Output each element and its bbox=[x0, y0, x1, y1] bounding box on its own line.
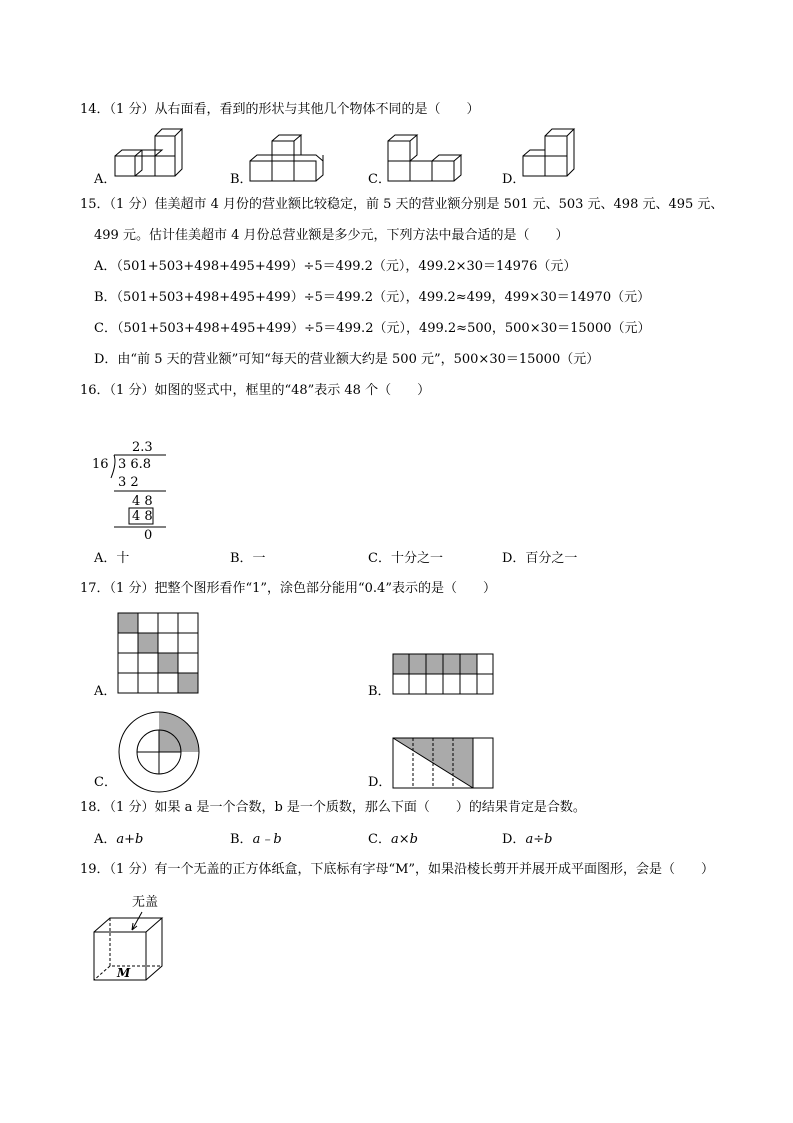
q18-option-d-expr: a÷b bbox=[525, 832, 553, 847]
q17-stem: 17．（1 分）把整个图形看作“1”，涂色部分能用“0.4”表示的是（ ） bbox=[80, 581, 496, 596]
q14-figure-d bbox=[523, 126, 593, 186]
q18-option-d-label: D． bbox=[502, 832, 526, 847]
q19-letter-m: M bbox=[117, 966, 131, 980]
q15-option-a: A．（501+503+498+495+499）÷5＝499.2（元），499.2×30＝14976（元） bbox=[94, 259, 577, 274]
q19-stem: 19．（1 分）有一个无盖的正方体纸盒，下底标有字母“M”，如果沿棱长剪开并展开成平面图形，会是（ ） bbox=[80, 862, 715, 877]
q16-option-c: C．十分之一 bbox=[368, 551, 443, 566]
q18-option-b-expr: a﹣b bbox=[252, 832, 282, 847]
q18-option-a bbox=[94, 832, 143, 848]
q16-stem: 16．（1 分）如图的竖式中，框里的“48”表示 48 个（ ） bbox=[80, 383, 431, 398]
q17-option-d-label: D． bbox=[368, 775, 392, 790]
q14-figure-c bbox=[388, 126, 468, 186]
q15-option-d: D．由“前 5 天的营业额”可知“每天的营业额大约是 500 元”，500×30＝15000（元） bbox=[94, 352, 600, 367]
q14-figure-b bbox=[250, 126, 330, 186]
q14-option-a-label: A． bbox=[94, 172, 117, 187]
q17-option-a-label: A． bbox=[94, 684, 117, 699]
q18-option-c-expr: a×b bbox=[390, 832, 418, 847]
q16-option-b: B．一 bbox=[230, 551, 266, 566]
q16-option-a: A．十 bbox=[94, 551, 130, 566]
q18-option-b-label: B． bbox=[230, 832, 253, 847]
q14-stem: 14．（1 分）从右面看，看到的形状与其他几个物体不同的是（ ） bbox=[80, 102, 480, 117]
q16-final: 0 bbox=[144, 528, 153, 543]
q14-option-b-label: B． bbox=[230, 172, 253, 187]
q16-quotient: 2.3 bbox=[132, 440, 153, 455]
q18-stem: 18．（1 分）如果 a 是一个合数，b 是一个质数，那么下面（ ）的结果肯定是合数。 bbox=[80, 800, 586, 815]
q16-long-division bbox=[92, 438, 182, 548]
q19-no-lid-label: 无盖 bbox=[132, 895, 159, 910]
q18-option-c-label: C． bbox=[368, 832, 391, 847]
q16-option-d: D．百分之一 bbox=[502, 551, 578, 566]
q18-option-a-label: A． bbox=[94, 832, 117, 847]
q18-option-c bbox=[368, 832, 418, 848]
q15-option-b: B．（501+503+498+495+499）÷5＝499.2（元），499.2≈499，499×30＝14970（元） bbox=[94, 290, 651, 305]
q18-option-b bbox=[230, 832, 282, 848]
q17-figure-a-grid bbox=[118, 613, 200, 695]
q14-figure-a bbox=[115, 126, 185, 186]
q14-option-d-label: D． bbox=[502, 172, 526, 187]
q15-stem-line1: 15．（1 分）佳美超市 4 月份的营业额比较稳定，前 5 天的营业额分别是 501 元、503 元、498 元、495 元、 bbox=[80, 197, 724, 212]
q16-boxed: 4 8 bbox=[132, 509, 153, 524]
q17-figure-b-bar bbox=[393, 654, 495, 696]
q14-option-c-label: C． bbox=[368, 172, 391, 187]
q16-remainder1: 4 8 bbox=[132, 494, 153, 509]
q19-cube-figure bbox=[90, 888, 180, 984]
q15-stem-line2: 499 元。估计佳美超市 4 月份总营业额是多少元，下列方法中最合适的是（ ） bbox=[94, 228, 569, 243]
q18-option-d bbox=[502, 832, 552, 848]
q17-figure-d-rect bbox=[393, 738, 495, 790]
q17-figure-c-rings bbox=[117, 710, 201, 794]
q17-option-b-label: B． bbox=[368, 684, 391, 699]
q18-option-a-expr: a+b bbox=[116, 832, 144, 847]
q16-dividend: 3 6.8 bbox=[118, 457, 152, 472]
q16-step1: 3 2 bbox=[118, 475, 139, 490]
q17-option-c-label: C． bbox=[94, 775, 117, 790]
q15-option-c: C．（501+503+498+495+499）÷5＝499.2（元），499.2≈500，500×30＝15000（元） bbox=[94, 321, 651, 336]
q16-divisor: 16 bbox=[92, 457, 109, 472]
